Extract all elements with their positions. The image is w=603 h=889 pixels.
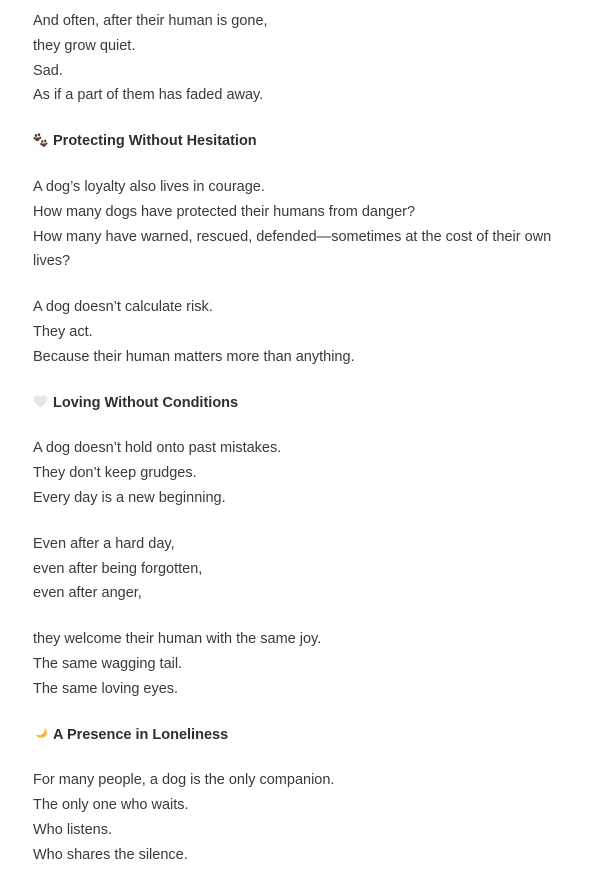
text-line: Even after a hard day, (33, 535, 175, 552)
text-line: How many have warned, rescued, defended—sometimes at the cost of their own (33, 228, 552, 245)
heading-text: Protecting Without Hesitation (53, 133, 257, 150)
paragraph (33, 9, 581, 108)
paragraph (33, 436, 581, 510)
text-line: Who listens. (33, 821, 112, 838)
paw-prints-icon (33, 133, 48, 148)
text-line: Because their human matters more than anything. (33, 348, 355, 365)
text-line: They don’t keep grudges. (33, 465, 197, 482)
text-line: A dog’s loyalty also lives in courage. (33, 178, 265, 195)
text-line: Sad. (33, 62, 63, 79)
text-line: A dog doesn’t hold onto past mistakes. (33, 440, 282, 457)
heading-text: Loving Without Conditions (53, 394, 239, 411)
article-body (33, 9, 581, 889)
section-heading-protecting (33, 129, 581, 154)
text-line: Who shares the silence. (33, 846, 188, 863)
text-line: The only one who waits. (33, 797, 189, 814)
text-line: As if a part of them has faded away. (33, 87, 264, 104)
white-heart-icon (33, 394, 48, 409)
text-line: They act. (33, 323, 93, 340)
text-line: they welcome their human with the same joy. (33, 631, 322, 648)
paragraph (33, 295, 581, 369)
text-line: lives? (33, 253, 71, 270)
text-line: For many people, a dog is the only companion. (33, 772, 335, 789)
crescent-moon-icon (33, 726, 48, 741)
text-line: Every day is a new beginning. (33, 489, 226, 506)
text-line: even after being forgotten, (33, 560, 203, 577)
text-line: even after anger, (33, 585, 142, 602)
text-line: A dog doesn’t calculate risk. (33, 299, 213, 316)
text-line: they grow quiet. (33, 37, 136, 54)
paragraph (33, 532, 581, 606)
paragraph (33, 627, 581, 701)
paragraph (33, 768, 581, 867)
text-line: And often, after their human is gone, (33, 13, 268, 29)
section-heading-loving (33, 391, 581, 416)
paragraph (33, 175, 581, 274)
text-line: How many dogs have protected their humans from danger? (33, 203, 416, 220)
text-line: The same wagging tail. (33, 655, 183, 672)
section-heading-presence (33, 723, 581, 748)
text-line: The same loving eyes. (33, 680, 179, 697)
heading-text: A Presence in Loneliness (53, 726, 229, 743)
